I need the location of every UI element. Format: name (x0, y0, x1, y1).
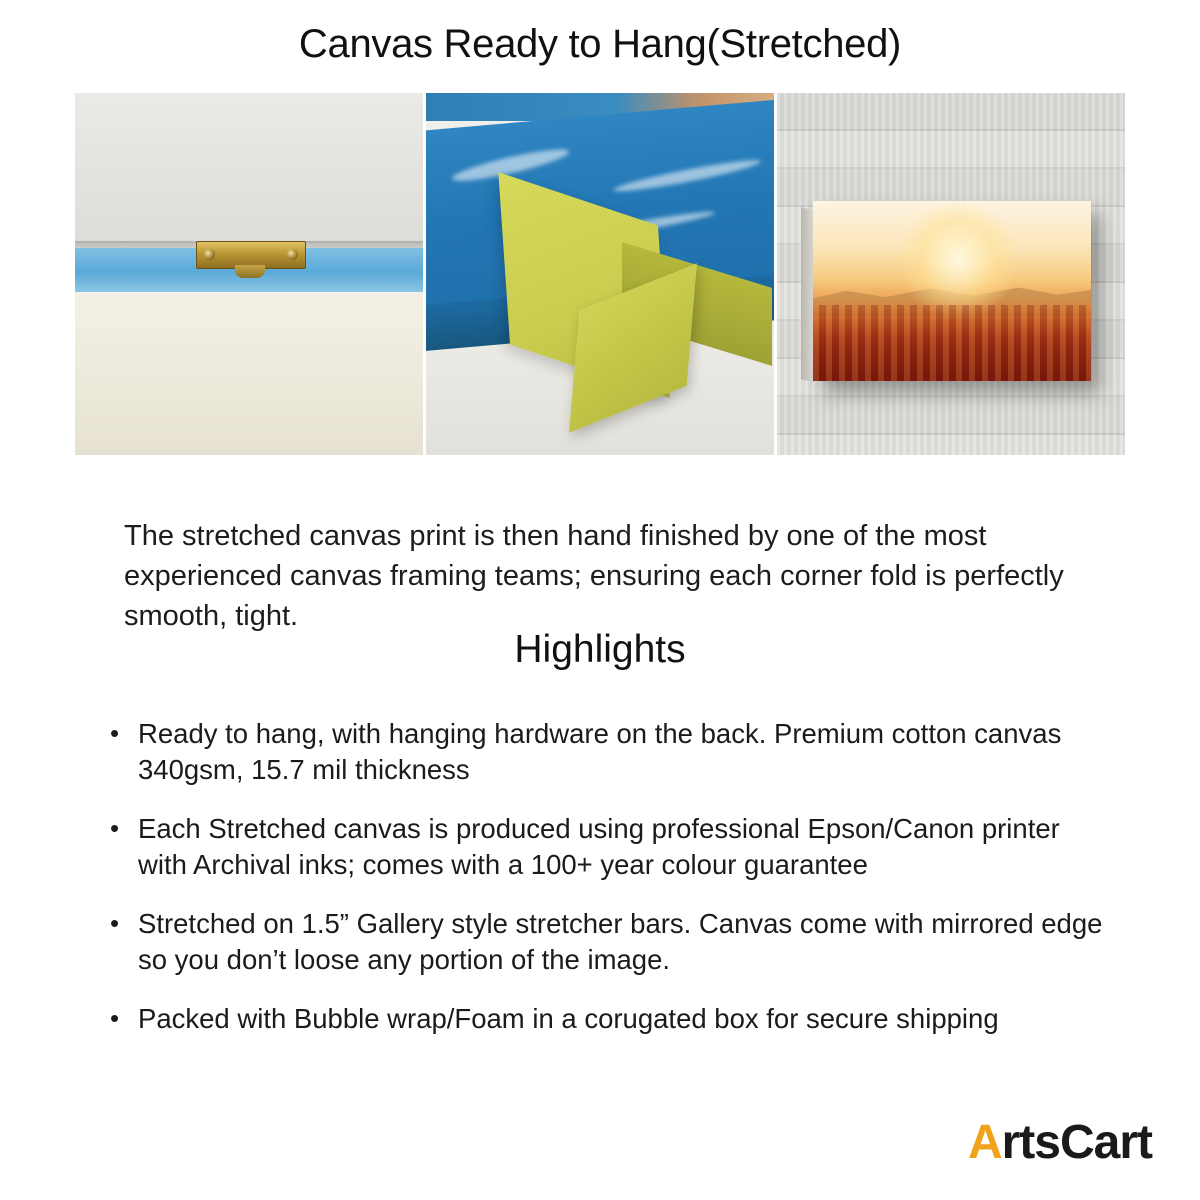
photo3-sun-glow (898, 200, 1018, 320)
photo3-sunset-artwork (813, 201, 1091, 381)
description-paragraph: The stretched canvas print is then hand finished by one of the most experienced canvas framing teams; ensuring each corner fold is perfectly smooth, tight. (124, 520, 1064, 632)
list-item: • Each Stretched canvas is produced using professional Epson/Canon printer with Archival inks; comes with a 100+ year colour guarantee (104, 811, 1114, 883)
logo-arts-text: rts (1001, 1116, 1060, 1169)
logo-accent-letter: A (967, 1116, 1002, 1169)
page-title: Canvas Ready to Hang(Stretched) (298, 22, 902, 66)
brand-logo (968, 1115, 1152, 1170)
photo3-town (813, 305, 1091, 381)
hanging-hook-icon (235, 265, 265, 278)
list-item: • Packed with Bubble wrap/Foam in a corugated box for secure shipping (104, 1001, 1114, 1037)
photo1-wall-background (75, 93, 423, 243)
photo2-cloud-2 (612, 156, 762, 196)
logo-cart-text: Cart (1059, 1116, 1152, 1169)
image-gallery-strip (75, 93, 1125, 455)
list-item: • Stretched on 1.5” Gallery style stretcher bars. Canvas come with mirrored edge so you don’t loose any portion of the image. (104, 906, 1114, 978)
canvas-back-hanging-hardware-photo (75, 93, 423, 455)
highlights-heading: Highlights (514, 628, 686, 671)
canvas-corner-fold-photo (426, 93, 774, 455)
highlights-list (104, 716, 1114, 1060)
photo1-canvas-back-surface (75, 292, 423, 455)
canvas-on-wall-photo (777, 93, 1125, 455)
photo3-canvas-frame (813, 201, 1091, 381)
list-item: • Ready to hang, with hanging hardware on the back. Premium cotton canvas 340gsm, 15.7 mil thickness (104, 716, 1114, 788)
